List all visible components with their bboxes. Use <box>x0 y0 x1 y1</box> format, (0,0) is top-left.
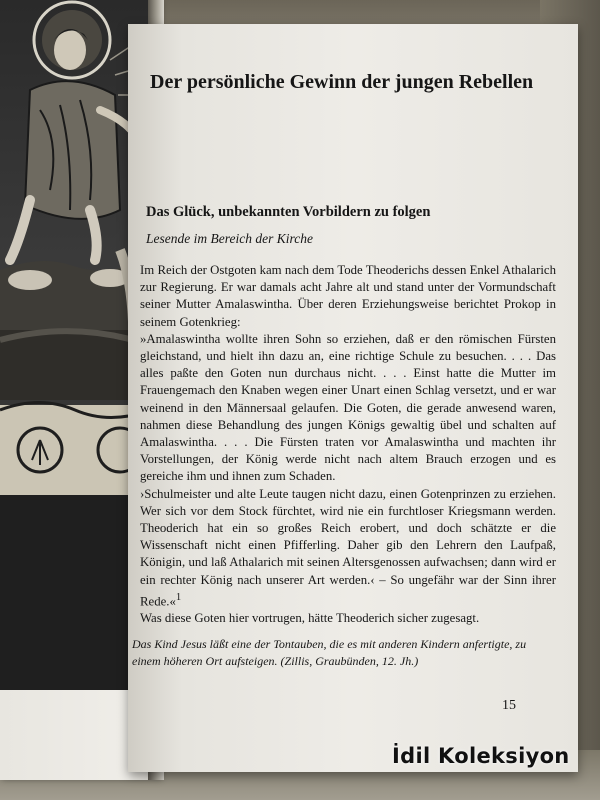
figure-robe <box>25 81 120 219</box>
section-subheading: Lesende im Bereich der Kirche <box>146 231 313 246</box>
paragraph-intro: Im Reich der Ostgoten kam nach dem Tode Theoderichs dessen Enkel Athalarich zur Regierung. Er war damals acht Jahre alt und stand unter der Vormundschaft seiner Mutter Amalaswintha. Über deren Erziehungsweise berichtet Prokop in seinem Gotenkrieg: <box>140 263 556 329</box>
body-text <box>140 262 556 628</box>
paragraph-quote: »Amalaswintha wollte ihren Sohn so erziehen, daß er den römischen Fürsten gleichstand, und hielt ihn dazu an, eine richtige Schule zu besuchen. . . . Das alles paßte den Goten nun durchaus nicht. . . . Einst hatte die Mutter im Frauengemach den Knaben wegen einer Unart einen Schlag versetzt, und er war weinend in den Männersaal gelaufen. Die Goten, die gerade anwesend waren, nahmen diese Behandlung des jungen Königs gewaltig übel und schalten auf Amalaswintha. . . . Die Fürsten traten vor Amalaswintha und machten ihr Vorstellungen, der König werde nicht nach altem Brauch erzogen und es gereiche ihm und ihnen zum Schaden. <box>140 331 556 484</box>
quote-continued-text: ›Schulmeister und alte Leute taugen nicht dazu, einen Gotenprinzen zu erziehen. Wer sich vor dem Stock fürchtet, wird nie ein furchtloser Kriegsmann werden. Theoderich hat ein so großes Reich erobert, und doch schätzte er die Wissenschaft nicht einen Pfifferling. Daher gib den Lehrern den Laufpaß, Königin, und laß Athalarich mit seinen Altersgenossen aufwachsen; dann wird er ein rechter König nach unserer Art werden.‹ – So ungefähr war der Sinn ihrer Rede.« <box>140 486 556 609</box>
section-heading: Das Glück, unbekannten Vorbildern zu folgen <box>146 204 431 220</box>
footnote-marker: 1 <box>175 591 182 603</box>
page-number: 15 <box>502 698 516 713</box>
paragraph-quote-continued <box>140 486 556 611</box>
watermark: İdil Koleksiyon <box>392 744 570 768</box>
chapter-title: Der persönliche Gewinn der jungen Rebellen <box>150 71 534 93</box>
paragraph-closing: Was diese Goten hier vortrugen, hätte Theoderich sicher zugesagt. <box>140 611 480 626</box>
right-page <box>128 24 578 772</box>
figure-caption: Das Kind Jesus läßt eine der Tontauben, die es mit anderen Kindern anfertigte, zu einem höheren Ort aufsteigen. (Zillis, Graubünden, 12. Jh.) <box>132 637 527 668</box>
figure-head <box>54 30 86 70</box>
hand-left <box>8 270 52 290</box>
